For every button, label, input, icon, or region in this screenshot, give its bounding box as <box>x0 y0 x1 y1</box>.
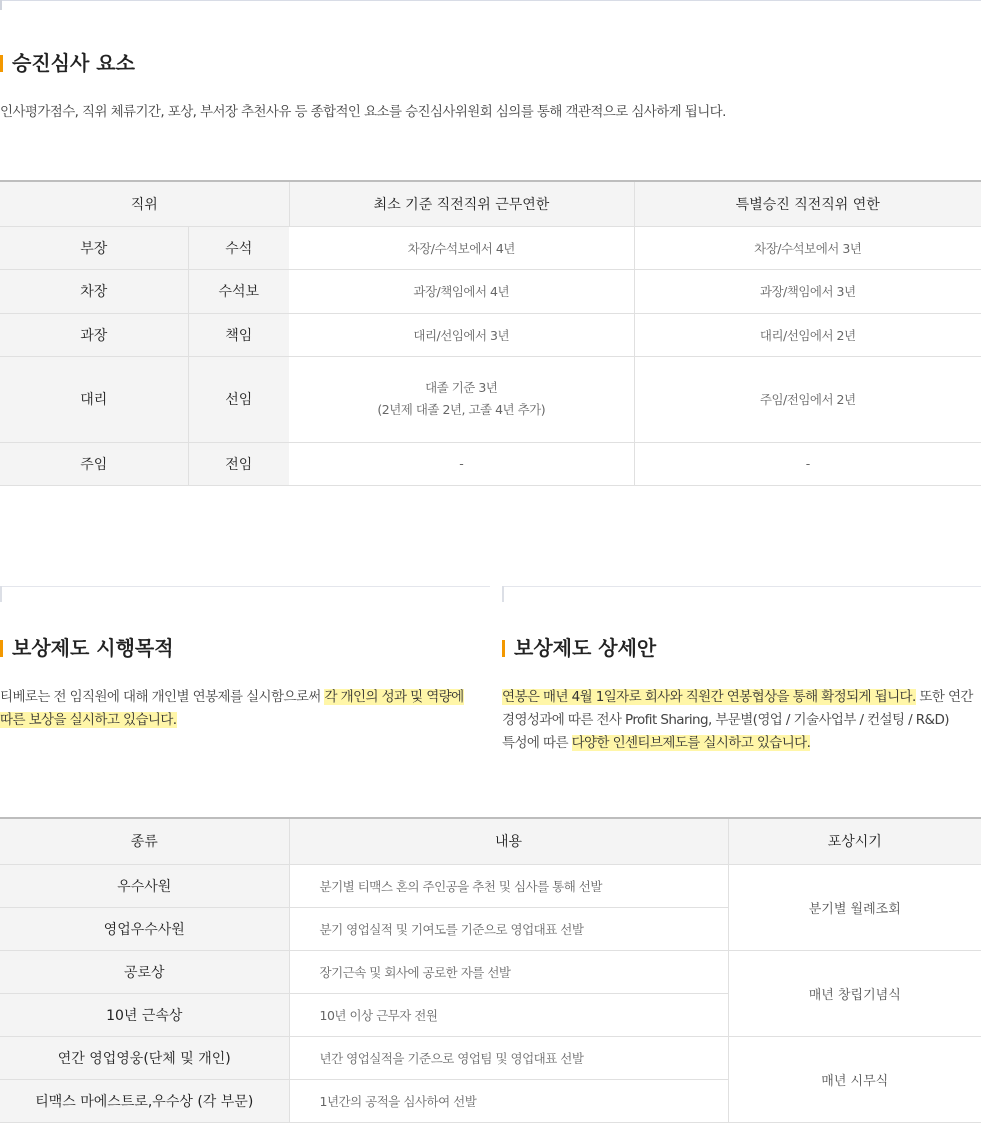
special-years-cell: 주임/전임에서 2년 <box>634 356 981 442</box>
award-timing: 분기별 월례조회 <box>728 864 981 950</box>
rank-cell: 주임 <box>0 442 188 485</box>
min-years-cell: - <box>289 442 634 485</box>
right-divider-mark <box>502 586 504 602</box>
min-years-main: 대졸 기준 3년 <box>425 380 498 395</box>
award-type: 연간 영업영웅(단체 및 개인) <box>0 1036 289 1079</box>
awards-table-header <box>0 818 981 864</box>
grade-cell: 수석보 <box>188 269 289 313</box>
rank-cell: 부장 <box>0 226 188 269</box>
detail-text-c: 특성에 따른 <box>502 735 572 751</box>
top-divider-mark <box>0 0 2 10</box>
award-type: 티맥스 마에스트로,우수상 (각 부문) <box>0 1079 289 1122</box>
header-special-years: 특별승진 직전직위 연한 <box>634 181 981 226</box>
special-years-cell: - <box>634 442 981 485</box>
award-content: 10년 이상 근무자 전원 <box>289 993 728 1036</box>
detail-text-b: 경영성과에 따른 전사 Profit Sharing, 부문별(영업 / 기술사업부 / 컨설팅 / R&D) <box>502 712 949 728</box>
promotion-table <box>0 180 981 486</box>
award-type: 공로상 <box>0 950 289 993</box>
detail-title: 보상제도 상세안 <box>502 636 656 660</box>
promotion-table-header <box>0 181 981 226</box>
award-type: 우수사원 <box>0 864 289 907</box>
left-divider-mark <box>0 586 2 602</box>
award-content: 1년간의 공적을 심사하여 선발 <box>289 1079 728 1122</box>
rank-cell: 과장 <box>0 313 188 356</box>
table-row <box>0 950 981 993</box>
rank-cell: 대리 <box>0 356 188 442</box>
award-content: 분기 영업실적 및 기여도를 기준으로 영업대표 선발 <box>289 907 728 950</box>
header-min-years: 최소 기준 직전직위 근무연한 <box>289 181 634 226</box>
table-row <box>0 226 981 269</box>
min-years-note: (2년제 대졸 2년, 고졸 4년 추가) <box>377 402 546 417</box>
header-content: 내용 <box>289 818 728 864</box>
award-type: 10년 근속상 <box>0 993 289 1036</box>
min-years-cell: 차장/수석보에서 4년 <box>289 226 634 269</box>
detail-highlight-a: 연봉은 매년 4월 1일자로 회사와 직원간 연봉협상을 통해 확정되게 됩니다. <box>502 689 916 705</box>
header-position: 직위 <box>0 181 289 226</box>
promotion-title: 승진심사 요소 <box>0 51 135 75</box>
special-years-cell: 차장/수석보에서 3년 <box>634 226 981 269</box>
grade-cell: 전임 <box>188 442 289 485</box>
award-timing: 매년 창립기념식 <box>728 950 981 1036</box>
award-type: 영업우수사원 <box>0 907 289 950</box>
grade-cell: 선임 <box>188 356 289 442</box>
award-content: 분기별 티맥스 혼의 주인공을 추천 및 심사를 통해 선발 <box>289 864 728 907</box>
top-divider <box>0 0 981 1</box>
header-type: 종류 <box>0 818 289 864</box>
table-row <box>0 442 981 485</box>
awards-table <box>0 817 981 1123</box>
purpose-highlight-2: 따른 보상을 실시하고 있습니다. <box>0 712 177 728</box>
table-row <box>0 269 981 313</box>
detail-text-a: 또한 연간 <box>915 689 973 705</box>
award-content: 장기근속 및 회사에 공로한 자를 선발 <box>289 950 728 993</box>
grade-cell: 수석 <box>188 226 289 269</box>
right-divider <box>502 586 981 587</box>
rank-cell: 차장 <box>0 269 188 313</box>
grade-cell: 책임 <box>188 313 289 356</box>
detail-highlight-b: 다양한 인센티브제도를 실시하고 있습니다. <box>571 735 811 751</box>
table-row <box>0 864 981 907</box>
table-row <box>0 356 981 442</box>
purpose-highlight-1: 각 개인의 성과 및 역량에 <box>324 689 464 705</box>
min-years-cell: 과장/책임에서 4년 <box>289 269 634 313</box>
promotion-description: 인사평가점수, 직위 체류기간, 포상, 부서장 추천사유 등 종합적인 요소를 승진심사위원회 심의를 통해 객관적으로 심사하게 됩니다. <box>0 104 726 120</box>
award-content: 년간 영업실적을 기준으로 영업팀 및 영업대표 선발 <box>289 1036 728 1079</box>
header-timing: 포상시기 <box>728 818 981 864</box>
purpose-text-plain: 티베로는 전 임직원에 대해 개인별 연봉제를 실시함으로써 <box>0 689 325 705</box>
purpose-title: 보상제도 시행목적 <box>0 636 174 660</box>
purpose-text <box>0 686 480 732</box>
min-years-cell <box>289 356 634 442</box>
table-row <box>0 1036 981 1079</box>
left-divider <box>0 586 490 587</box>
detail-text <box>502 686 981 755</box>
table-row <box>0 313 981 356</box>
special-years-cell: 대리/선임에서 2년 <box>634 313 981 356</box>
special-years-cell: 과장/책임에서 3년 <box>634 269 981 313</box>
award-timing: 매년 시무식 <box>728 1036 981 1122</box>
min-years-cell: 대리/선임에서 3년 <box>289 313 634 356</box>
